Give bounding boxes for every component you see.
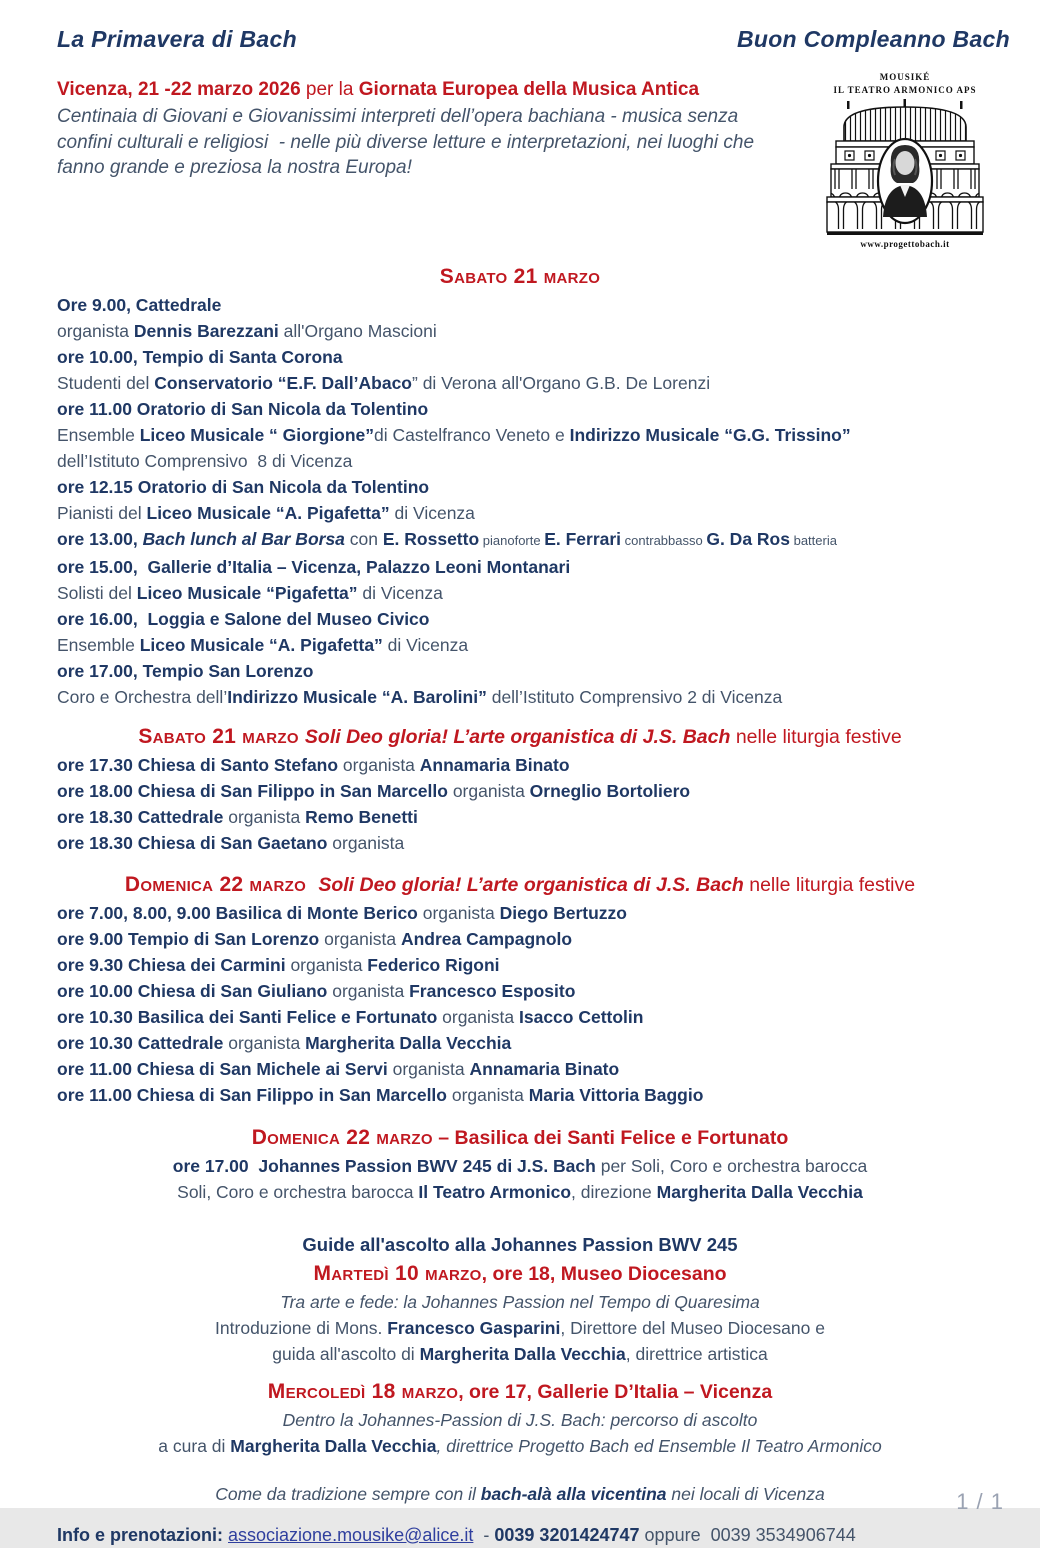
- text-segment: Margherita Dalla Vecchia: [305, 1033, 512, 1053]
- email-link[interactable]: associazione.mousike@alice.it: [228, 1525, 474, 1545]
- text-segment: per la: [305, 79, 359, 100]
- text-segment: ” di Verona all'Organo G.B. De Lorenzi: [412, 373, 711, 393]
- schedule-line: [57, 580, 1010, 606]
- text-segment: Domenica 22 marzo: [124, 873, 319, 896]
- text-segment: ore 10.00, Tempio di Santa Corona: [57, 347, 343, 367]
- text-segment: Giornata Europea della Musica Antica: [358, 79, 700, 100]
- text-segment: ore 12.15 Oratorio di San Nicola da Tolentino: [57, 477, 430, 497]
- text-segment: di Vicenza: [382, 635, 469, 655]
- schedule-line: [57, 684, 1010, 710]
- text-segment: Indirizzo Musicale “G.G. Trissino”: [569, 425, 851, 445]
- mousike-logo: [803, 69, 1008, 249]
- logo-line1: MOUSIKÉ: [879, 72, 931, 82]
- text-segment: Remo Benetti: [305, 807, 418, 827]
- text-segment: dell’Istituto Comprensivo 2 di Vicenza: [486, 687, 783, 707]
- schedule-line: [57, 978, 1010, 1004]
- text-segment: Liceo Musicale “ Giorgione”: [139, 425, 375, 445]
- schedule-line: [57, 926, 1010, 952]
- section-guide-ascolto-title: [57, 1231, 1010, 1259]
- text-segment: Annamaria Binato: [419, 755, 570, 775]
- text-segment: Centinaia di Giovani e Giovanissimi interpreti dell’opera bachiana - musica senza confini culturali e religiosi - nelle più diverse letture e interpretazioni, nei luoghi che fanno grande e preziosa la nostra Europa!: [57, 106, 760, 178]
- text-segment: organista: [285, 955, 368, 975]
- text-segment: ore 15.00, Gallerie d’Italia – Vicenza, Palazzo Leoni Montanari: [57, 557, 571, 577]
- text-segment: guida all'ascolto di: [272, 1344, 420, 1364]
- text-segment: Soli Deo gloria! L’arte organistica di J.S. Bach: [304, 726, 731, 748]
- text-segment: Margherita Dalla Vecchia: [230, 1436, 437, 1456]
- schedule-line: [57, 292, 1010, 318]
- logo-line2: IL TEATRO ARMONICO APS: [833, 85, 977, 95]
- schedule-line: [57, 1082, 1010, 1108]
- text-segment: ore 10.30 Basilica dei Santi Felice e Fortunato: [57, 1007, 438, 1027]
- text-segment: Pianisti del: [57, 503, 147, 523]
- schedule-line: [57, 1341, 983, 1367]
- text-segment: Annamaria Binato: [469, 1059, 620, 1079]
- schedule-line: [57, 632, 1010, 658]
- text-segment: organista: [437, 1007, 519, 1027]
- text-segment: ore 10.30 Cattedrale: [57, 1033, 224, 1053]
- schedule-line: [57, 804, 1010, 830]
- section-sabato-21-programma: [57, 263, 1010, 710]
- text-segment: Margherita Dalla Vecchia: [656, 1182, 863, 1202]
- header: [57, 26, 1010, 53]
- schedule-line: [57, 474, 1010, 500]
- text-segment: Conservatorio “E.F. Dall’Abaco: [154, 373, 412, 393]
- text-segment: Diego Bertuzzo: [499, 903, 627, 923]
- text-segment: Sabato 21 marzo: [439, 265, 601, 288]
- text-segment: Isacco Cettolin: [519, 1007, 644, 1027]
- text-segment: Il Teatro Armonico: [418, 1182, 572, 1202]
- text-segment: nelle liturgia festive: [743, 874, 916, 896]
- schedule-line: [57, 1433, 983, 1459]
- text-segment: organista: [327, 981, 410, 1001]
- section-heading: [57, 263, 983, 291]
- section-domenica-22-johannes-passion: [57, 1124, 1010, 1205]
- section-heading: [57, 1124, 983, 1152]
- logo-url: www.progettobach.it: [860, 239, 950, 249]
- text-segment: Soli Deo gloria! L’arte organistica di J.S. Bach: [318, 874, 744, 896]
- schedule-line: [57, 1289, 983, 1315]
- text-segment: , direttrice: [436, 1436, 519, 1456]
- text-segment: Francesco Esposito: [409, 981, 576, 1001]
- schedule-line: [57, 526, 1010, 554]
- text-segment: Liceo Musicale “A. Pigafetta”: [139, 635, 383, 655]
- text-segment: bach-alà alla vicentina: [480, 1484, 667, 1504]
- page-title-left: La Primavera di Bach: [57, 26, 297, 52]
- schedule-line: [57, 900, 1010, 926]
- text-segment: di Vicenza: [357, 583, 443, 603]
- text-segment: Francesco Gasparini: [387, 1318, 561, 1338]
- schedule-line: [57, 778, 1010, 804]
- text-segment: Soli, Coro e orchestra barocca: [177, 1182, 419, 1202]
- text-segment: Solisti del: [57, 583, 137, 603]
- schedule-line: [57, 1056, 1010, 1082]
- text-segment: ore 11.00 Chiesa di San Michele ai Servi: [57, 1059, 388, 1079]
- basilica-facade: [827, 99, 983, 235]
- intro-paragraph: [57, 104, 797, 181]
- text-segment: organista: [417, 903, 500, 923]
- text-segment: ore 11.00 Chiesa di San Filippo in San Marcello: [57, 1085, 447, 1105]
- text-segment: ore 10.00 Chiesa di San Giuliano: [57, 981, 328, 1001]
- text-segment: -: [473, 1525, 495, 1545]
- text-segment: Andrea Campagnolo: [400, 929, 573, 949]
- schedule-line: [57, 422, 1010, 448]
- schedule-line: [57, 752, 1010, 778]
- text-segment: nelle liturgia festive: [730, 726, 902, 748]
- text-segment: organista: [387, 1059, 470, 1079]
- text-segment: organista: [223, 807, 306, 827]
- text-segment: con: [344, 529, 383, 549]
- text-segment: dell’Istituto Comprensivo 8 di Vicenza: [57, 451, 353, 471]
- text-segment: G. Da Ros: [706, 529, 790, 549]
- text-segment: , ore 18, Museo Diocesano: [481, 1263, 727, 1285]
- text-segment: ore 13.00,: [57, 529, 143, 549]
- section-martedi-10-marzo: [57, 1260, 1010, 1367]
- section-domenica-22-liturgie: [57, 871, 1010, 1108]
- text-segment: pianoforte: [479, 533, 545, 548]
- text-segment: Vicenza, 21 -22 marzo 2026: [57, 79, 306, 100]
- text-segment: , direttrice artistica: [625, 1344, 768, 1364]
- page-title-right: Buon Compleanno Bach: [736, 26, 1010, 52]
- text-segment: ore 18.30 Chiesa di San Gaetano: [57, 833, 328, 853]
- text-segment: ore 17.00 Johannes Passion BWV 245 di J.S. Bach: [172, 1156, 596, 1176]
- text-segment: Bach lunch al Bar Borsa: [142, 529, 345, 549]
- text-segment: Tra arte e fede: la Johannes Passion nel Tempo di Quaresima: [280, 1292, 760, 1312]
- schedule-line: [57, 1030, 1010, 1056]
- intro-block: [57, 72, 1010, 249]
- text-segment: batteria: [789, 533, 837, 548]
- schedule-line: [57, 344, 1010, 370]
- schedule-line: [57, 658, 1010, 684]
- text-segment: Introduzione di Mons.: [215, 1318, 388, 1338]
- text-segment: Maria Vittoria Baggio: [528, 1085, 704, 1105]
- section-heading: [57, 1231, 983, 1259]
- schedule-line: [57, 500, 1010, 526]
- text-segment: Ore 9.00, Cattedrale: [57, 295, 222, 315]
- text-segment: Domenica 22 marzo: [251, 1126, 433, 1149]
- text-segment: Indirizzo Musicale “A. Barolini”: [227, 687, 487, 707]
- schedule-line: [57, 554, 1010, 580]
- text-segment: – Basilica dei Santi Felice e Fortunato: [432, 1127, 789, 1149]
- text-segment: di Castelfranco Veneto e: [374, 425, 570, 445]
- text-segment: , Direttore del Museo Diocesano e: [560, 1318, 825, 1338]
- schedule-line: [57, 396, 1010, 422]
- text-segment: all'Organo Mascioni: [278, 321, 437, 341]
- schedule-line: [57, 606, 1010, 632]
- text-segment: Margherita Dalla Vecchia: [419, 1344, 626, 1364]
- intro-text: [57, 77, 797, 181]
- schedule-line: [57, 370, 1010, 396]
- text-segment: Progetto Bach ed Ensemble Il Teatro Armonico: [518, 1436, 882, 1456]
- section-heading: [57, 1378, 983, 1406]
- schedule-line: [57, 1481, 983, 1507]
- text-segment: organista: [447, 781, 530, 801]
- section-sabato-21-liturgie: [57, 723, 1010, 856]
- schedule-line: [57, 1315, 983, 1341]
- text-segment: E. Ferrari: [544, 529, 622, 549]
- text-segment: organista: [338, 755, 420, 775]
- text-segment: E. Rossetto: [382, 529, 480, 549]
- section-heading: [57, 871, 983, 899]
- text-segment: organista: [327, 833, 405, 853]
- text-segment: a cura di: [158, 1436, 231, 1456]
- text-segment: Mercoledì 18 marzo: [267, 1380, 459, 1403]
- text-segment: ore 9.00 Tempio di San Lorenzo: [57, 929, 320, 949]
- text-segment: Info e prenotazioni:: [57, 1525, 228, 1545]
- schedule-line: [57, 1153, 983, 1179]
- teatro-armonico-logo-drawing: [803, 69, 1008, 249]
- section-bach-ala: [57, 1481, 1010, 1507]
- text-segment: contrabbasso: [621, 533, 707, 548]
- text-segment: Studenti del: [57, 373, 155, 393]
- text-segment: Liceo Musicale “Pigafetta”: [136, 583, 358, 603]
- text-segment: 0039 3201424747: [494, 1525, 640, 1545]
- schedule-line: [57, 1407, 983, 1433]
- schedule-line: [57, 830, 1010, 856]
- text-segment: ore 18.30 Cattedrale: [57, 807, 224, 827]
- text-segment: organista: [57, 321, 134, 341]
- schedule-line: [57, 318, 1010, 344]
- text-segment: ore 16.00, Loggia e Salone del Museo Civico: [57, 609, 430, 629]
- text-segment: Federico Rigoni: [367, 955, 500, 975]
- schedule-line: [57, 952, 1010, 978]
- text-segment: Come da tradizione sempre con il: [215, 1484, 481, 1504]
- text-segment: Sabato 21 marzo: [138, 725, 305, 748]
- text-segment: di Vicenza: [389, 503, 475, 523]
- schedule-line: [57, 1004, 1010, 1030]
- text-segment: , ore 17, Gallerie D’Italia – Vicenza: [458, 1381, 773, 1403]
- program-sections: [57, 263, 1010, 1548]
- section-info-prenotazioni: [57, 1522, 1010, 1548]
- intro-date-line: [57, 77, 797, 103]
- schedule-line: [57, 1179, 983, 1205]
- text-segment: Dennis Barezzani: [133, 321, 279, 341]
- text-segment: Coro e Orchestra dell’: [57, 687, 228, 707]
- text-segment: ore 7.00, 8.00, 9.00 Basilica di Monte Berico: [57, 903, 418, 923]
- text-segment: , direzione: [571, 1182, 657, 1202]
- schedule-line: [57, 1522, 1010, 1548]
- text-segment: ore 17.30 Chiesa di Santo Stefano: [57, 755, 339, 775]
- page-indicator: 1 / 1: [956, 1489, 1004, 1514]
- text-segment: ore 11.00 Oratorio di San Nicola da Tolentino: [57, 399, 429, 419]
- text-segment: Guide all'ascolto alla Johannes Passion BWV 245: [302, 1234, 738, 1255]
- text-segment: Martedì 10 marzo: [313, 1262, 482, 1285]
- text-segment: oppure 0039 3534906744: [639, 1525, 856, 1545]
- text-segment: ore 9.30 Chiesa dei Carmini: [57, 955, 286, 975]
- text-segment: per Soli, Coro e orchestra barocca: [595, 1156, 868, 1176]
- text-segment: organista: [319, 929, 401, 949]
- section-heading: [57, 1260, 983, 1288]
- text-segment: Dentro la Johannes-Passion di J.S. Bach: percorso di ascolto: [282, 1410, 758, 1430]
- text-segment: Orneglio Bortoliero: [529, 781, 691, 801]
- text-segment: nei locali di Vicenza: [666, 1484, 825, 1504]
- section-heading: [57, 723, 983, 751]
- text-segment: ore 17.00, Tempio San Lorenzo: [57, 661, 314, 681]
- text-segment: ore 18.00 Chiesa di San Filippo in San Marcello: [57, 781, 448, 801]
- text-segment: Ensemble: [57, 425, 140, 445]
- text-segment: Ensemble: [57, 635, 140, 655]
- section-mercoledi-18-marzo: [57, 1378, 1010, 1459]
- text-segment: organista: [223, 1033, 306, 1053]
- schedule-line: [57, 448, 1010, 474]
- text-segment: organista: [446, 1085, 529, 1105]
- text-segment: Liceo Musicale “A. Pigafetta”: [146, 503, 390, 523]
